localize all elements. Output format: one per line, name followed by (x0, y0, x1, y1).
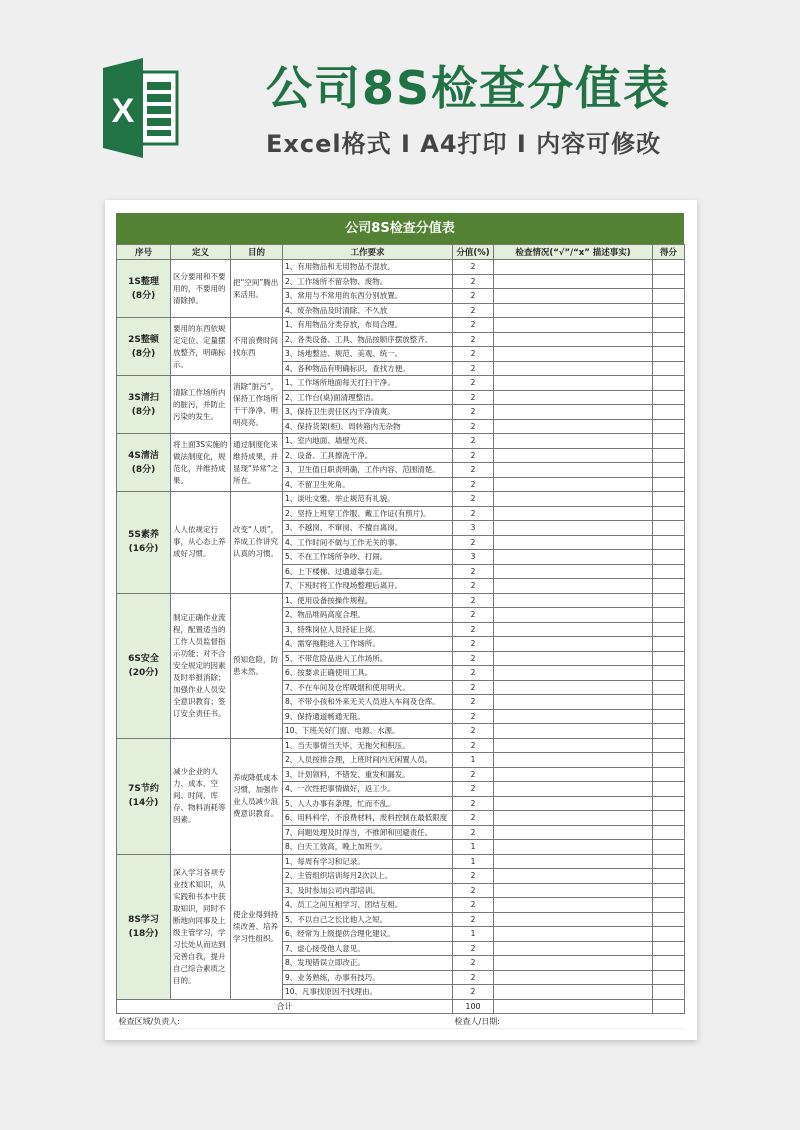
earned-score-cell[interactable] (653, 782, 685, 797)
score-value-cell: 2 (453, 405, 494, 420)
total-score-cell[interactable] (653, 999, 685, 1014)
inspection-cell[interactable] (494, 796, 653, 811)
inspection-cell[interactable] (494, 521, 653, 536)
earned-score-cell[interactable] (653, 477, 685, 492)
requirement-cell: 3、常用与不常用的东西分别放置。 (283, 289, 453, 304)
requirement-cell: 6、经常为上级提供合理化建议。 (283, 927, 453, 942)
requirement-cell: 3、卫生值日职责明确，工作内容、范围清楚。 (283, 463, 453, 478)
requirement-cell: 6、用料科学，不浪费材料，废料控制在最低限度 (283, 811, 453, 826)
inspection-cell[interactable] (494, 912, 653, 927)
section-title: 6S安全 (128, 653, 159, 664)
inspection-cell[interactable] (494, 318, 653, 333)
inspection-cell[interactable] (494, 376, 653, 391)
inspection-cell[interactable] (494, 680, 653, 695)
requirement-cell: 4、不留卫生死角。 (283, 477, 453, 492)
column-header: 定义 (171, 245, 231, 260)
inspection-cell[interactable] (494, 767, 653, 782)
requirement-cell: 8、发现错误立即改正。 (283, 956, 453, 971)
definition-cell: 减少企业的人力、成本、空间、时间、库存、物料消耗等因素。 (171, 738, 231, 854)
inspection-cell[interactable] (494, 390, 653, 405)
earned-score-cell[interactable] (653, 840, 685, 855)
section-title: 5S素养 (128, 530, 159, 541)
requirement-cell: 4、工作时间不做与工作无关的事。 (283, 535, 453, 550)
earned-score-cell[interactable] (653, 260, 685, 275)
inspection-cell[interactable] (494, 666, 653, 681)
requirement-cell: 2、各类设备、工具、物品按顺序摆放整齐。 (283, 332, 453, 347)
earned-score-cell[interactable] (653, 564, 685, 579)
earned-score-cell[interactable] (653, 448, 685, 463)
requirement-cell: 4、各种物品有明确标识，查找方便。 (283, 361, 453, 376)
excel-logo-icon (103, 58, 179, 158)
requirement-cell: 4、员工之间互相学习、团结互相。 (283, 898, 453, 913)
earned-score-cell[interactable] (653, 274, 685, 289)
section-points: (8分) (131, 464, 156, 475)
score-value-cell: 2 (453, 274, 494, 289)
inspection-cell[interactable] (494, 434, 653, 449)
earned-score-cell[interactable] (653, 985, 685, 1000)
score-value-cell: 2 (453, 347, 494, 362)
definition-cell: 将上面3S实施的做法制度化，规范化，并维持成果。 (171, 434, 231, 492)
table-row (117, 260, 685, 275)
column-header: 分值(%) (453, 245, 494, 260)
score-value-cell: 2 (453, 303, 494, 318)
earned-score-cell[interactable] (653, 303, 685, 318)
earned-score-cell[interactable] (653, 637, 685, 652)
requirement-cell: 8、不带小孩和外来无关人员进入车间及仓库。 (283, 695, 453, 710)
requirement-cell: 9、保持通道畅通无阻。 (283, 709, 453, 724)
inspection-cell[interactable] (494, 361, 653, 376)
requirement-cell: 7、虚心接受他人意见。 (283, 941, 453, 956)
earned-score-cell[interactable] (653, 695, 685, 710)
definition-cell: 区分要用和不要用的，不要用的清除掉。 (171, 260, 231, 318)
score-value-cell: 2 (453, 970, 494, 985)
inspection-cell[interactable] (494, 840, 653, 855)
definition-cell: 人人依规定行事，从心态上养成好习惯。 (171, 492, 231, 594)
requirement-cell: 2、工作台(桌)面清理整洁。 (283, 390, 453, 405)
score-value-cell: 2 (453, 622, 494, 637)
column-header: 得分 (653, 245, 685, 260)
column-header: 序号 (117, 245, 171, 260)
definition-cell: 制定正确作业流程，配置适当的工作人员监督指示功能；对不合安全规定的因素及时举报消除；加强作业人员安全意识教育；签订安全责任书。 (171, 593, 231, 738)
earned-score-cell[interactable] (653, 767, 685, 782)
earned-score-cell[interactable] (653, 709, 685, 724)
column-header: 工作要求 (283, 245, 453, 260)
requirement-cell: 1、工作场所地面每天打扫干净。 (283, 376, 453, 391)
inspection-cell[interactable] (494, 637, 653, 652)
earned-score-cell[interactable] (653, 419, 685, 434)
requirement-cell: 6、上下楼梯、过通道靠右走。 (283, 564, 453, 579)
section-name (117, 738, 171, 854)
purpose-cell: 养成降低成本习惯，加强作业人员减少浪费意识教育。 (231, 738, 283, 854)
section-name (117, 854, 171, 999)
score-value-cell: 2 (453, 477, 494, 492)
score-value-cell: 2 (453, 463, 494, 478)
section-name (117, 434, 171, 492)
inspection-cell[interactable] (494, 825, 653, 840)
requirement-cell: 5、人人办事有条理，忙而不乱。 (283, 796, 453, 811)
section-name (117, 593, 171, 738)
inspection-cell[interactable] (494, 419, 653, 434)
score-value-cell: 2 (453, 376, 494, 391)
earned-score-cell[interactable] (653, 651, 685, 666)
spreadsheet-preview (105, 200, 697, 1040)
inspection-cell[interactable] (494, 695, 653, 710)
section-title: 1S整理 (128, 276, 159, 287)
table-row (117, 434, 685, 449)
column-header: 目的 (231, 245, 283, 260)
score-value-cell: 2 (453, 593, 494, 608)
section-points: (8分) (131, 406, 156, 417)
earned-score-cell[interactable] (653, 506, 685, 521)
score-value-cell: 2 (453, 419, 494, 434)
svg-text:X: X (111, 92, 135, 130)
purpose-cell: 把“空间”腾出来活用。 (231, 260, 283, 318)
requirement-cell: 6、按要求正确使用工具。 (283, 666, 453, 681)
earned-score-cell[interactable] (653, 332, 685, 347)
score-value-cell: 2 (453, 448, 494, 463)
requirement-cell: 2、物品堆码高度合理。 (283, 608, 453, 623)
requirement-cell: 4、一次性把事情做好，返工少。 (283, 782, 453, 797)
earned-score-cell[interactable] (653, 898, 685, 913)
earned-score-cell[interactable] (653, 521, 685, 536)
inspection-cell[interactable] (494, 622, 653, 637)
score-table (116, 244, 685, 1029)
earned-score-cell[interactable] (653, 927, 685, 942)
score-value-cell: 2 (453, 390, 494, 405)
score-value-cell: 2 (453, 985, 494, 1000)
definition-cell: 深入学习各项专业技术知识，从实践和书本中获取知识，同时不断地向同事及上级主管学习，学习长处从而达到完善自我，提升自己综合素质之目的。 (171, 854, 231, 999)
inspection-cell[interactable] (494, 869, 653, 884)
section-name (117, 260, 171, 318)
requirement-cell: 4、废杂物品及时清除、不久放 (283, 303, 453, 318)
score-value-cell: 2 (453, 260, 494, 275)
requirement-cell: 7、下班时将工作现场整理后离开。 (283, 579, 453, 594)
inspection-cell[interactable] (494, 651, 653, 666)
earned-score-cell[interactable] (653, 941, 685, 956)
purpose-cell: 使企业得到持续改善、培养学习性组织。 (231, 854, 283, 999)
inspection-cell[interactable] (494, 564, 653, 579)
earned-score-cell[interactable] (653, 666, 685, 681)
inspection-cell[interactable] (494, 782, 653, 797)
score-value-cell: 2 (453, 579, 494, 594)
inspection-cell[interactable] (494, 448, 653, 463)
inspection-cell[interactable] (494, 579, 653, 594)
score-value-cell: 2 (453, 361, 494, 376)
inspection-cell[interactable] (494, 506, 653, 521)
inspection-cell[interactable] (494, 303, 653, 318)
banner-subtitle: Excel格式 I A4打印 I 内容可修改 (266, 130, 662, 158)
section-name (117, 318, 171, 376)
requirement-cell: 3、计划领料，不错发、重发和漏发。 (283, 767, 453, 782)
requirement-cell: 3、及时参加公司内部培训。 (283, 883, 453, 898)
requirement-cell: 8、白天工效高，晚上加班少。 (283, 840, 453, 855)
requirement-cell: 1、每周有学习和记录。 (283, 854, 453, 869)
score-value-cell: 2 (453, 666, 494, 681)
inspection-cell[interactable] (494, 709, 653, 724)
score-value-cell: 2 (453, 709, 494, 724)
earned-score-cell[interactable] (653, 550, 685, 565)
earned-score-cell[interactable] (653, 593, 685, 608)
earned-score-cell[interactable] (653, 970, 685, 985)
section-title: 2S整顿 (128, 334, 159, 345)
purpose-cell: 预知危险，防患未然。 (231, 593, 283, 738)
requirement-cell: 1、谈吐文雅、举止规范有礼貌。 (283, 492, 453, 507)
total-value: 100 (453, 999, 494, 1014)
earned-score-cell[interactable] (653, 796, 685, 811)
score-value-cell: 1 (453, 854, 494, 869)
total-row (117, 999, 685, 1014)
score-value-cell: 1 (453, 927, 494, 942)
score-value-cell: 2 (453, 883, 494, 898)
earned-score-cell[interactable] (653, 753, 685, 768)
definition-cell: 要用的东西依规定定位、定量摆放整齐，明确标示。 (171, 318, 231, 376)
inspector-date-label: 检查人/日期: (453, 1014, 685, 1029)
earned-score-cell[interactable] (653, 434, 685, 449)
section-points: (20分) (128, 667, 159, 678)
inspection-cell[interactable] (494, 405, 653, 420)
score-value-cell: 2 (453, 535, 494, 550)
table-row (117, 854, 685, 869)
inspection-cell[interactable] (494, 492, 653, 507)
inspection-cell[interactable] (494, 463, 653, 478)
inspection-area-label: 检查区域/负责人: (117, 1014, 453, 1029)
requirement-cell: 2、设备、工具擦洗干净。 (283, 448, 453, 463)
earned-score-cell[interactable] (653, 738, 685, 753)
section-points: (8分) (131, 348, 156, 359)
score-value-cell: 2 (453, 289, 494, 304)
earned-score-cell[interactable] (653, 289, 685, 304)
requirement-cell: 2、主管组织培训每月2次以上。 (283, 869, 453, 884)
purpose-cell: 消除“脏污”，保持工作场所干干净净、明明亮亮。 (231, 376, 283, 434)
inspection-cell[interactable] (494, 970, 653, 985)
score-value-cell: 3 (453, 550, 494, 565)
earned-score-cell[interactable] (653, 318, 685, 333)
score-value-cell: 2 (453, 332, 494, 347)
section-points: (16分) (128, 544, 159, 555)
section-title: 7S节约 (128, 784, 159, 794)
score-value-cell: 2 (453, 637, 494, 652)
score-value-cell: 2 (453, 767, 494, 782)
sheet-title: 公司8S检查分值表 (116, 213, 684, 244)
inspection-cell[interactable] (494, 941, 653, 956)
inspection-cell[interactable] (494, 535, 653, 550)
earned-score-cell[interactable] (653, 956, 685, 971)
requirement-cell: 10、凡事找原因不找理由。 (283, 985, 453, 1000)
requirement-cell: 3、特殊岗位人员持证上岗。 (283, 622, 453, 637)
section-title: 4S清洁 (128, 450, 159, 461)
inspection-cell[interactable] (494, 274, 653, 289)
requirement-cell: 2、工作场所不留杂物、废物。 (283, 274, 453, 289)
requirement-cell: 4、保持货架(柜)、周转箱内无杂物 (283, 419, 453, 434)
earned-score-cell[interactable] (653, 579, 685, 594)
score-value-cell: 2 (453, 564, 494, 579)
score-value-cell: 2 (453, 796, 494, 811)
requirement-cell: 1、有用物品分类存放，布局合理。 (283, 318, 453, 333)
earned-score-cell[interactable] (653, 854, 685, 869)
inspection-cell[interactable] (494, 753, 653, 768)
section-title: 3S清扫 (128, 392, 159, 403)
score-value-cell: 2 (453, 956, 494, 971)
requirement-cell: 1、当天事情当天毕，无拖欠和积压。 (283, 738, 453, 753)
section-points: (8分) (131, 290, 156, 301)
requirement-cell: 1、有用物品和无用物品不混放。 (283, 260, 453, 275)
earned-score-cell[interactable] (653, 680, 685, 695)
requirement-cell: 7、不在车间及仓库吸烟和使用明火。 (283, 680, 453, 695)
earned-score-cell[interactable] (653, 376, 685, 391)
total-label: 合计 (117, 999, 453, 1014)
footer-row (117, 1014, 685, 1029)
score-value-cell: 2 (453, 506, 494, 521)
earned-score-cell[interactable] (653, 535, 685, 550)
requirement-cell: 2、人员按排合理，上班时间内无闲置人员。 (283, 753, 453, 768)
earned-score-cell[interactable] (653, 361, 685, 376)
score-value-cell: 2 (453, 680, 494, 695)
requirement-cell: 5、不以自己之长比他人之短。 (283, 912, 453, 927)
inspection-cell[interactable] (494, 593, 653, 608)
requirement-cell: 7、问题处理及时得当，不推卸和回避责任。 (283, 825, 453, 840)
requirement-cell: 5、不带危险品进入工作场所。 (283, 651, 453, 666)
score-value-cell: 2 (453, 825, 494, 840)
inspection-cell[interactable] (494, 985, 653, 1000)
inspection-cell[interactable] (494, 332, 653, 347)
section-points: (18分) (128, 928, 159, 939)
table-row (117, 376, 685, 391)
score-value-cell: 2 (453, 782, 494, 797)
requirement-cell: 3、不越岗、不窜岗、不擅自离岗。 (283, 521, 453, 536)
earned-score-cell[interactable] (653, 724, 685, 739)
inspection-cell[interactable] (494, 738, 653, 753)
score-value-cell: 2 (453, 738, 494, 753)
earned-score-cell[interactable] (653, 883, 685, 898)
score-value-cell: 1 (453, 840, 494, 855)
score-value-cell: 2 (453, 724, 494, 739)
requirement-cell: 3、保持卫生责任区内干净清爽。 (283, 405, 453, 420)
inspection-cell[interactable] (494, 724, 653, 739)
table-row (117, 593, 685, 608)
earned-score-cell[interactable] (653, 912, 685, 927)
purpose-cell: 通过制度化来维持成果，并显现“异常”之所在。 (231, 434, 283, 492)
score-value-cell: 2 (453, 869, 494, 884)
score-value-cell: 2 (453, 434, 494, 449)
requirement-cell: 1、室内地面、墙壁光亮。 (283, 434, 453, 449)
requirement-cell: 2、坚持上班穿工作服、戴工作证(有照片)。 (283, 506, 453, 521)
purpose-cell: 不用浪费时间找东西 (231, 318, 283, 376)
earned-score-cell[interactable] (653, 622, 685, 637)
score-value-cell: 2 (453, 912, 494, 927)
earned-score-cell[interactable] (653, 492, 685, 507)
purpose-cell: 改变“人质”，养成工作讲究认真的习惯。 (231, 492, 283, 594)
earned-score-cell[interactable] (653, 825, 685, 840)
requirement-cell: 9、业务熟练，办事有技巧。 (283, 970, 453, 985)
score-value-cell: 2 (453, 492, 494, 507)
definition-cell: 清除工作场所内的脏污，并防止污染的发生。 (171, 376, 231, 434)
earned-score-cell[interactable] (653, 390, 685, 405)
banner-title: 公司8S检查分值表 (266, 61, 672, 115)
table-row (117, 492, 685, 507)
table-row (117, 738, 685, 753)
earned-score-cell[interactable] (653, 347, 685, 362)
inspection-cell[interactable] (494, 260, 653, 275)
inspection-cell[interactable] (494, 550, 653, 565)
score-value-cell: 2 (453, 695, 494, 710)
requirement-cell: 10、下班关好门窗、电源、水源。 (283, 724, 453, 739)
section-title: 8S学习 (128, 914, 159, 925)
score-value-cell: 2 (453, 898, 494, 913)
earned-score-cell[interactable] (653, 869, 685, 884)
inspection-cell[interactable] (494, 289, 653, 304)
earned-score-cell[interactable] (653, 463, 685, 478)
score-value-cell: 2 (453, 941, 494, 956)
requirement-cell: 1、使用设备按操作规程。 (283, 593, 453, 608)
inspection-cell[interactable] (494, 477, 653, 492)
earned-score-cell[interactable] (653, 608, 685, 623)
earned-score-cell[interactable] (653, 405, 685, 420)
inspection-cell[interactable] (494, 898, 653, 913)
score-value-cell: 2 (453, 608, 494, 623)
score-value-cell: 2 (453, 318, 494, 333)
requirement-cell: 4、需穿拖鞋进入工作场所。 (283, 637, 453, 652)
inspection-cell[interactable] (494, 956, 653, 971)
section-name (117, 492, 171, 594)
score-value-cell: 1 (453, 753, 494, 768)
score-value-cell: 2 (453, 651, 494, 666)
requirement-cell: 3、场地整洁、规范、美观、统一。 (283, 347, 453, 362)
total-inspection-cell[interactable] (494, 999, 653, 1014)
score-value-cell: 3 (453, 521, 494, 536)
column-header: 检查情况(“√”/“x” 描述事实) (494, 245, 653, 260)
inspection-cell[interactable] (494, 883, 653, 898)
inspection-cell[interactable] (494, 927, 653, 942)
earned-score-cell[interactable] (653, 811, 685, 826)
section-points: (14分) (128, 798, 159, 808)
requirement-cell: 5、不在工作场所争吵、打闹。 (283, 550, 453, 565)
inspection-cell[interactable] (494, 608, 653, 623)
inspection-cell[interactable] (494, 347, 653, 362)
inspection-cell[interactable] (494, 811, 653, 826)
table-row (117, 318, 685, 333)
score-value-cell: 2 (453, 811, 494, 826)
section-name (117, 376, 171, 434)
inspection-cell[interactable] (494, 854, 653, 869)
